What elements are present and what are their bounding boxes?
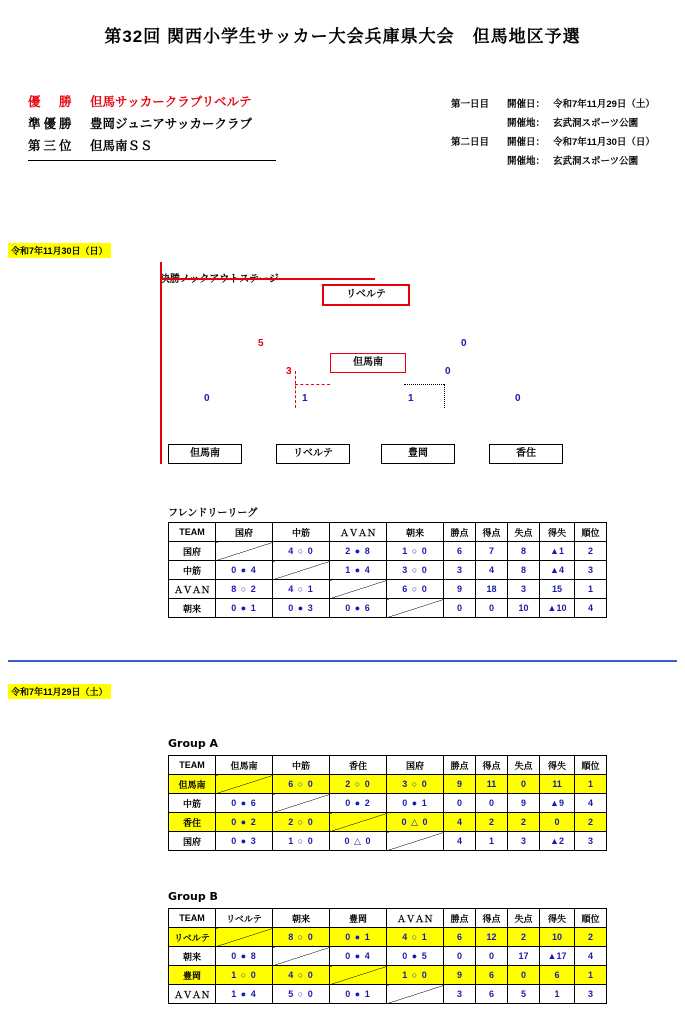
ga-cell: 2 xyxy=(508,813,540,832)
table-header-row xyxy=(169,523,607,542)
rank-cell: 3 xyxy=(575,561,607,580)
col-opp-1: 国府 xyxy=(216,523,273,542)
self-cell xyxy=(216,775,273,794)
col-gd: 得失 xyxy=(540,523,575,542)
table-row xyxy=(169,832,607,851)
score-cell: 6 ○ 0 xyxy=(273,775,330,794)
bracket-team-box: 豊岡 xyxy=(381,444,455,464)
score-cell: 2 ○ 0 xyxy=(273,813,330,832)
col-points: 勝点 xyxy=(444,523,476,542)
col-opp-2: 中筋 xyxy=(273,756,330,775)
date-day-label: 第二日目 xyxy=(451,137,490,148)
points-cell: 0 xyxy=(444,947,476,966)
col-points: 勝点 xyxy=(444,756,476,775)
rank-cell: 1 xyxy=(575,580,607,599)
col-team: TEAM xyxy=(169,756,216,775)
row-team: 但馬南 xyxy=(169,775,216,794)
ga-cell: 17 xyxy=(508,947,540,966)
score-cell: 0 ● 3 xyxy=(273,599,330,618)
score-cell: 0 ● 1 xyxy=(216,599,273,618)
col-gd: 得失 xyxy=(540,756,575,775)
ga-cell: 0 xyxy=(508,775,540,794)
col-gf: 得点 xyxy=(476,756,508,775)
ga-cell: 3 xyxy=(508,832,540,851)
ga-cell: 2 xyxy=(508,928,540,947)
day2-date-banner: 令和7年11月30日（日） xyxy=(8,243,111,258)
group-a-title: Group A xyxy=(168,737,219,750)
score-cell: 6 ○ 0 xyxy=(387,580,444,599)
group-b-title: Group B xyxy=(168,890,218,903)
col-opp-3: 豊岡 xyxy=(330,909,387,928)
score-cell: 1 ● 4 xyxy=(216,985,273,1004)
col-team: TEAM xyxy=(169,523,216,542)
gd-cell: ▲4 xyxy=(540,561,575,580)
score-cell: 4 ○ 0 xyxy=(273,542,330,561)
col-opp-2: 中筋 xyxy=(273,523,330,542)
score-cell: 8 ○ 0 xyxy=(273,928,330,947)
bracket-team-box: 香住 xyxy=(489,444,563,464)
self-cell xyxy=(330,813,387,832)
score-cell: 0 ● 1 xyxy=(330,928,387,947)
score-cell: 2 ● 8 xyxy=(330,542,387,561)
table-row xyxy=(169,966,607,985)
winners-underline xyxy=(28,160,276,161)
row-team: 中筋 xyxy=(169,794,216,813)
points-cell: 3 xyxy=(444,561,476,580)
date-key-label: 開催日： xyxy=(507,99,546,110)
rank-cell: 1 xyxy=(575,775,607,794)
gf-cell: 0 xyxy=(476,947,508,966)
group-a-table xyxy=(168,755,607,851)
score-cell: 0 ● 4 xyxy=(216,561,273,580)
winner-team-name: 但馬南ＳＳ xyxy=(90,139,153,153)
third-score-right: 0 xyxy=(445,366,451,377)
rank-cell: 2 xyxy=(575,928,607,947)
self-cell xyxy=(216,928,273,947)
score-cell: 0 ● 2 xyxy=(330,794,387,813)
table-row xyxy=(169,947,607,966)
date-day-label: 第一日目 xyxy=(451,99,490,110)
score-cell: 2 ○ 0 xyxy=(330,775,387,794)
score-cell: 1 ○ 0 xyxy=(273,832,330,851)
self-cell xyxy=(387,832,444,851)
date-value: 玄武洞スポーツ公園 xyxy=(553,118,639,129)
row-team: 国府 xyxy=(169,542,216,561)
gd-cell: ▲17 xyxy=(540,947,575,966)
row-team: 中筋 xyxy=(169,561,216,580)
rank-cell: 1 xyxy=(575,966,607,985)
score-cell: 8 ○ 2 xyxy=(216,580,273,599)
col-gf: 得点 xyxy=(476,909,508,928)
self-cell xyxy=(387,599,444,618)
col-ga: 失点 xyxy=(508,909,540,928)
gd-cell: ▲9 xyxy=(540,794,575,813)
col-rank: 順位 xyxy=(575,523,607,542)
col-ga: 失点 xyxy=(508,523,540,542)
col-team: TEAM xyxy=(169,909,216,928)
points-cell: 9 xyxy=(444,966,476,985)
self-cell xyxy=(330,580,387,599)
score-cell: 4 ○ 0 xyxy=(273,966,330,985)
semi-score-right: 0 xyxy=(461,338,467,349)
score-cell: 1 ○ 0 xyxy=(216,966,273,985)
row-team: 朝来 xyxy=(169,947,216,966)
self-cell xyxy=(387,985,444,1004)
rank-cell: 4 xyxy=(575,947,607,966)
score-cell: 0 ● 4 xyxy=(330,947,387,966)
col-opp-1: リベルテ xyxy=(216,909,273,928)
self-cell xyxy=(273,794,330,813)
gf-cell: 6 xyxy=(476,985,508,1004)
score-cell: 0 ● 6 xyxy=(216,794,273,813)
self-cell xyxy=(330,966,387,985)
group-b-table xyxy=(168,908,607,1004)
points-cell: 6 xyxy=(444,542,476,561)
semi-score-left: 5 xyxy=(258,338,264,349)
score-cell: 0 ● 2 xyxy=(216,813,273,832)
row-team: ＡＶＡＮ xyxy=(169,580,216,599)
col-ga: 失点 xyxy=(508,756,540,775)
third-place-box: 但馬南 xyxy=(330,353,406,373)
row-team: 豊岡 xyxy=(169,966,216,985)
winners-block xyxy=(28,92,288,161)
winner-team-name: 豊岡ジュニアサッカークラブ xyxy=(90,117,253,131)
score-cell: 4 ○ 1 xyxy=(273,580,330,599)
friendly-league-table xyxy=(168,522,607,618)
gf-cell: 18 xyxy=(476,580,508,599)
gf-cell: 2 xyxy=(476,813,508,832)
winner-rank-label: 優 勝 xyxy=(28,95,75,109)
champion-box: リベルテ xyxy=(322,284,410,306)
rank-cell: 4 xyxy=(575,599,607,618)
bracket-team-box: 但馬南 xyxy=(168,444,242,464)
event-dates-block xyxy=(430,96,675,172)
table-header-row xyxy=(169,909,607,928)
col-opp-4: ＡＶＡＮ xyxy=(387,909,444,928)
table-row xyxy=(169,599,607,618)
gd-cell: ▲2 xyxy=(540,832,575,851)
row-team: リベルテ xyxy=(169,928,216,947)
score-cell: 0 ● 8 xyxy=(216,947,273,966)
col-rank: 順位 xyxy=(575,909,607,928)
quarter-score-1: 0 xyxy=(204,393,210,404)
row-team: ＡＶＡＮ xyxy=(169,985,216,1004)
col-points: 勝点 xyxy=(444,909,476,928)
gf-cell: 0 xyxy=(476,599,508,618)
score-cell: 1 ○ 0 xyxy=(387,542,444,561)
quarter-score-3: 1 xyxy=(408,393,414,404)
gd-cell: 11 xyxy=(540,775,575,794)
date-key-label: 開催地： xyxy=(507,156,546,167)
col-opp-3: 香住 xyxy=(330,756,387,775)
date-value: 玄武洞スポーツ公園 xyxy=(553,156,639,167)
ga-cell: 5 xyxy=(508,985,540,1004)
score-cell: 0 ● 1 xyxy=(330,985,387,1004)
gd-cell: 0 xyxy=(540,813,575,832)
rank-cell: 2 xyxy=(575,813,607,832)
date-row xyxy=(430,115,675,134)
points-cell: 0 xyxy=(444,599,476,618)
date-key-label: 開催日： xyxy=(507,137,546,148)
quarter-score-4: 0 xyxy=(515,393,521,404)
gd-cell: 15 xyxy=(540,580,575,599)
self-cell xyxy=(216,542,273,561)
score-cell: 5 ○ 0 xyxy=(273,985,330,1004)
rank-cell: 2 xyxy=(575,542,607,561)
winner-row-1 xyxy=(28,92,288,114)
quarter-score-2: 1 xyxy=(302,393,308,404)
date-row xyxy=(430,153,675,172)
gf-cell: 0 xyxy=(476,794,508,813)
date-row xyxy=(430,96,675,115)
table-row xyxy=(169,561,607,580)
bracket-team-box: リベルテ xyxy=(276,444,350,464)
row-team: 朝来 xyxy=(169,599,216,618)
winner-rank-label: 第三位 xyxy=(28,139,75,153)
gd-cell: 10 xyxy=(540,928,575,947)
table-row xyxy=(169,813,607,832)
gf-cell: 12 xyxy=(476,928,508,947)
section-divider xyxy=(8,660,677,662)
points-cell: 9 xyxy=(444,580,476,599)
winner-row-3 xyxy=(28,136,288,158)
date-value: 令和7年11月29日（土） xyxy=(553,99,655,110)
winner-rank-label: 準優勝 xyxy=(28,117,75,131)
row-team: 香住 xyxy=(169,813,216,832)
col-gd: 得失 xyxy=(540,909,575,928)
ga-cell: 8 xyxy=(508,561,540,580)
day1-date-banner: 令和7年11月29日（土） xyxy=(8,684,111,699)
self-cell xyxy=(273,947,330,966)
gd-cell: ▲1 xyxy=(540,542,575,561)
col-opp-4: 朝来 xyxy=(387,523,444,542)
col-rank: 順位 xyxy=(575,756,607,775)
ga-cell: 10 xyxy=(508,599,540,618)
gf-cell: 11 xyxy=(476,775,508,794)
table-header-row xyxy=(169,756,607,775)
points-cell: 4 xyxy=(444,832,476,851)
rank-cell: 4 xyxy=(575,794,607,813)
rank-cell: 3 xyxy=(575,985,607,1004)
points-cell: 0 xyxy=(444,794,476,813)
score-cell: 4 ○ 1 xyxy=(387,928,444,947)
row-team: 国府 xyxy=(169,832,216,851)
ga-cell: 0 xyxy=(508,966,540,985)
gf-cell: 4 xyxy=(476,561,508,580)
page-title: 第32回 関西小学生サッカー大会兵庫県大会 但馬地区予選 xyxy=(104,27,581,46)
score-cell: 0 △ 0 xyxy=(330,832,387,851)
col-opp-4: 国府 xyxy=(387,756,444,775)
score-cell: 1 ● 4 xyxy=(330,561,387,580)
score-cell: 0 △ 0 xyxy=(387,813,444,832)
score-cell: 0 ● 1 xyxy=(387,794,444,813)
gf-cell: 7 xyxy=(476,542,508,561)
date-key-label: 開催地： xyxy=(507,118,546,129)
score-cell: 0 ● 5 xyxy=(387,947,444,966)
score-cell: 0 ● 3 xyxy=(216,832,273,851)
score-cell: 3 ○ 0 xyxy=(387,775,444,794)
points-cell: 9 xyxy=(444,775,476,794)
rank-cell: 3 xyxy=(575,832,607,851)
gf-cell: 6 xyxy=(476,966,508,985)
table-row xyxy=(169,542,607,561)
winner-row-2 xyxy=(28,114,288,136)
score-cell: 0 ● 6 xyxy=(330,599,387,618)
score-cell: 1 ○ 0 xyxy=(387,966,444,985)
col-opp-2: 朝来 xyxy=(273,909,330,928)
points-cell: 4 xyxy=(444,813,476,832)
gd-cell: 1 xyxy=(540,985,575,1004)
friendly-league-title: フレンドリーリーグ xyxy=(168,508,258,519)
ga-cell: 8 xyxy=(508,542,540,561)
date-value: 令和7年11月30日（日） xyxy=(553,137,655,148)
table-row xyxy=(169,985,607,1004)
gd-cell: 6 xyxy=(540,966,575,985)
ga-cell: 9 xyxy=(508,794,540,813)
table-row xyxy=(169,580,607,599)
ga-cell: 3 xyxy=(508,580,540,599)
third-score-left: 3 xyxy=(286,366,292,377)
table-row xyxy=(169,794,607,813)
self-cell xyxy=(273,561,330,580)
col-opp-1: 但馬南 xyxy=(216,756,273,775)
gd-cell: ▲10 xyxy=(540,599,575,618)
col-gf: 得点 xyxy=(476,523,508,542)
col-opp-3: ＡＶＡＮ xyxy=(330,523,387,542)
points-cell: 6 xyxy=(444,928,476,947)
date-row xyxy=(430,134,675,153)
gf-cell: 1 xyxy=(476,832,508,851)
knockout-bracket xyxy=(160,262,560,480)
points-cell: 3 xyxy=(444,985,476,1004)
table-row xyxy=(169,928,607,947)
score-cell: 3 ○ 0 xyxy=(387,561,444,580)
table-row xyxy=(169,775,607,794)
winner-team-name: 但馬サッカークラブリベルテ xyxy=(90,95,252,109)
